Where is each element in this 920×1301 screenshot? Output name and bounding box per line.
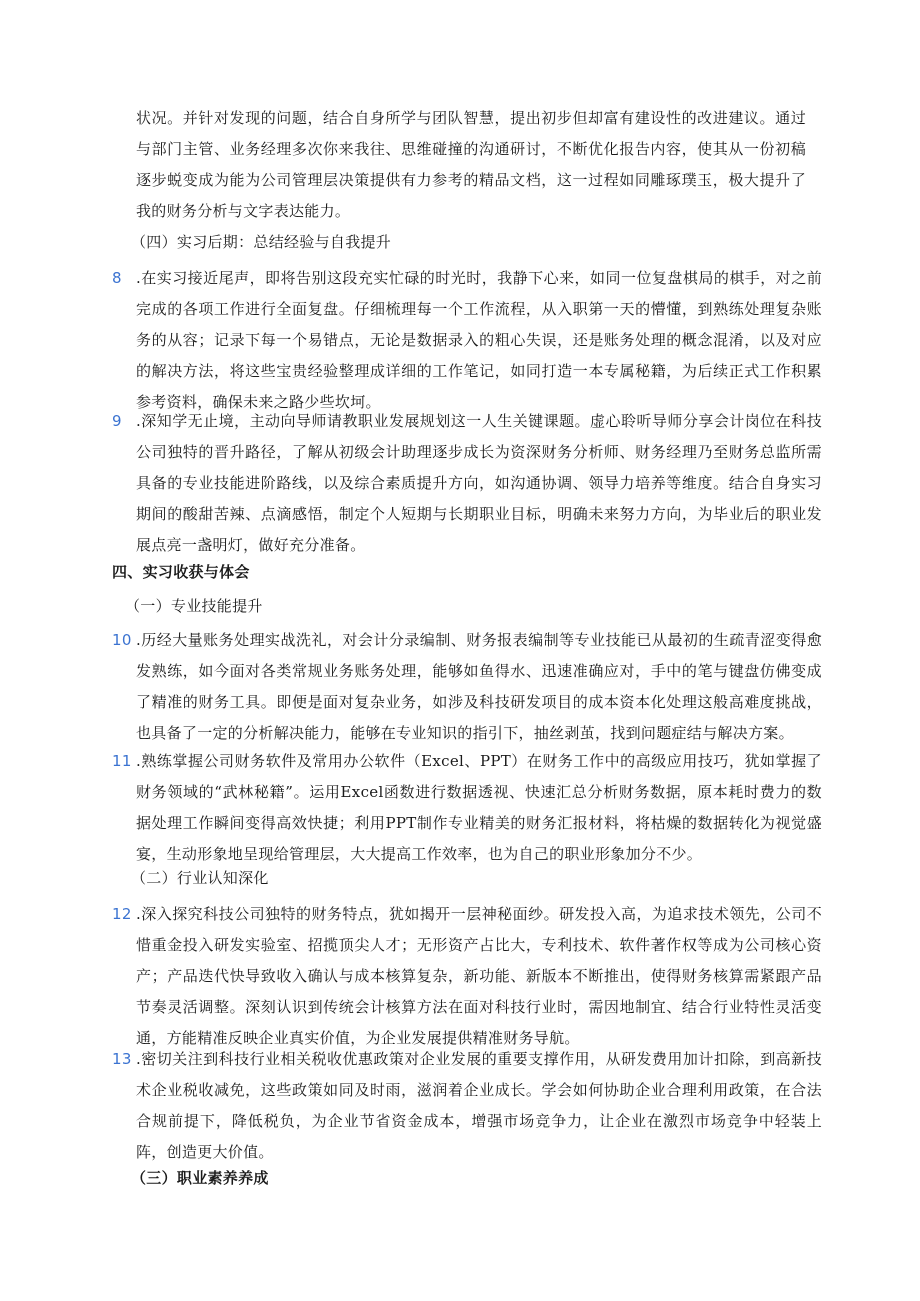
item-number: 8 — [112, 269, 122, 287]
item-text: .密切关注到科技行业相关税收优惠政策对企业发展的重要支撑作用，从研发费用加计扣除，到高新技术企业税收减免，这些政策如同及时雨，滋润着企业成长。学会如何协助企业合理利用政策，在合法合规前提下，降低税负，为企业节省资金成本，增强市场竞争力，让企业在激烈市场竞争中轻装上阵，创造更大价值。 — [136, 1050, 822, 1161]
list-item — [112, 746, 822, 870]
subheading-stage-4: （四）实习后期：总结经验与自我提升 — [131, 233, 392, 251]
list-item — [112, 406, 822, 561]
continuation-paragraph: 状况。并针对发现的问题，结合自身所学与团队智慧，提出初步但却富有建设性的改进建议。通过与部门主管、业务经理多次你来我往、思维碰撞的沟通研讨，不断优化报告内容，使其从一份初稿逐步蜕变成为能为公司管理层决策提供有力参考的精品文档，这一过程如同雕琢璞玉，极大提升了我的财务分析与文字表达能力。 — [136, 109, 806, 220]
list-item — [112, 899, 822, 1054]
item-number: 11 — [112, 752, 132, 770]
subheading-professionalism: （三）职业素养养成 — [131, 1169, 269, 1187]
item-number: 10 — [112, 631, 132, 649]
item-text: .深入探究科技公司独特的财务特点，犹如揭开一层神秘面纱。研发投入高，为追求技术领先，公司不惜重金投入研发实验室、招揽顶尖人才；无形资产占比大，专利技术、软件著作权等成为公司核心资产；产品迭代快导致收入确认与成本核算复杂，新功能、新版本不断推出，使得财务核算需紧跟产品节奏灵活调整。深刻认识到传统会计核算方法在面对科技行业时，需因地制宜、结合行业特性灵活变通，方能精准反映企业真实价值，为企业发展提供精准财务导航。 — [136, 905, 822, 1047]
item-text: .熟练掌握公司财务软件及常用办公软件（Excel、PPT）在财务工作中的高级应用技巧，犹如掌握了财务领域的“武林秘籍”。运用Excel函数进行数据透视、快速汇总分析财务数据，原本耗时费力的数据处理工作瞬间变得高效快捷；利用PPT制作专业精美的财务汇报材料，将枯燥的数据转化为视觉盛宴，生动形象地呈现给管理层，大大提高工作效率，也为自己的职业形象加分不少。 — [136, 752, 822, 863]
item-text: .历经大量账务处理实战洗礼，对会计分录编制、财务报表编制等专业技能已从最初的生疏青涩变得愈发熟练，如今面对各类常规业务账务处理，能够如鱼得水、迅速准确应对，手中的笔与键盘仿佛变成了精准的财务工具。即便是面对复杂业务，如涉及科技研发项目的成本资本化处理这般高难度挑战，也具备了一定的分析解决能力，能够在专业知识的指引下，抽丝剥茧，找到问题症结与解决方案。 — [136, 631, 822, 742]
section-heading: 四、实习收获与体会 — [112, 563, 250, 581]
list-item — [112, 625, 822, 749]
item-number: 9 — [112, 412, 122, 430]
subheading-skills: （一）专业技能提升 — [125, 597, 263, 615]
item-text: .深知学无止境，主动向导师请教职业发展规划这一人生关键课题。虚心聆听导师分享会计岗位在科技公司独特的晋升路径，了解从初级会计助理逐步成长为资深财务分析师、财务经理乃至财务总监所需具备的专业技能进阶路线，以及综合素质提升方向，如沟通协调、领导力培养等维度。结合自身实习期间的酸甜苦辣、点滴感悟，制定个人短期与长期职业目标，明确未来努力方向，为毕业后的职业发展点亮一盏明灯，做好充分准备。 — [136, 412, 822, 554]
item-text: .在实习接近尾声，即将告别这段充实忙碌的时光时，我静下心来，如同一位复盘棋局的棋手，对之前完成的各项工作进行全面复盘。仔细梳理每一个工作流程，从入职第一天的懵懂，到熟练处理复杂账务的从容；记录下每一个易错点，无论是数据录入的粗心失误，还是账务处理的概念混淆，以及对应的解决方法，将这些宝贵经验整理成详细的工作笔记，如同打造一本专属秘籍，为后续正式工作积累参考资料，确保未来之路少些坎坷。 — [136, 269, 822, 411]
list-item — [112, 1044, 822, 1168]
item-number: 13 — [112, 1050, 132, 1068]
subheading-industry: （二）行业认知深化 — [131, 869, 269, 887]
item-number: 12 — [112, 905, 132, 923]
list-item — [112, 263, 822, 418]
